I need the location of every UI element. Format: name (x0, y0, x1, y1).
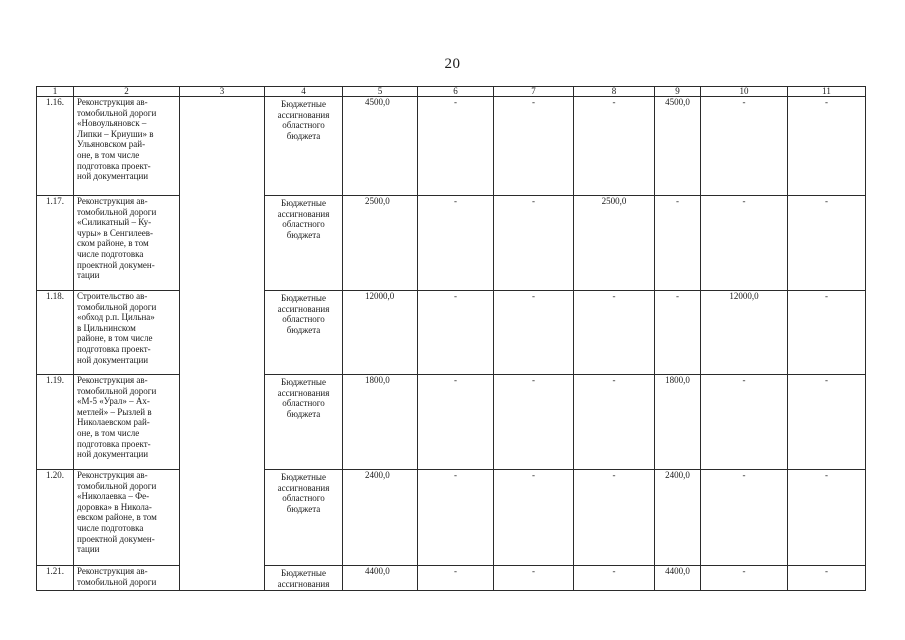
value-col-11: - (788, 97, 866, 196)
value-col-9: 4500,0 (655, 97, 701, 196)
object-name: Строительство ав- томобильной дороги «обход р.п. Цильна» в Цильнинском районе, в том числе подготовка проект- ной документации (74, 291, 180, 375)
table-row (37, 196, 866, 291)
value-col-10: - (701, 97, 788, 196)
column-3-merged-cell (180, 97, 265, 591)
object-name: Реконструкция ав- томобильной дороги (74, 566, 180, 591)
col-header-9: 9 (655, 87, 701, 97)
value-col-7: - (494, 291, 574, 375)
value-col-8: - (574, 375, 655, 470)
table-row (37, 375, 866, 470)
value-col-11: - (788, 470, 866, 566)
value-col-10: - (701, 196, 788, 291)
value-col-8: - (574, 291, 655, 375)
funding-source: Бюджетные ассигнования областного бюджета (265, 291, 343, 375)
row-number: 1.20. (37, 470, 74, 566)
col-header-11: 11 (788, 87, 866, 97)
value-col-10: - (701, 470, 788, 566)
value-col-8: - (574, 566, 655, 591)
object-name: Реконструкция ав- томобильной дороги «М-5 «Урал» – Ах- метлей» – Рызлей в Николаевском рай- оне, в том числе подготовка проект- ной документации (74, 375, 180, 470)
object-name: Реконструкция ав- томобильной дороги «Силикатный – Ку- чуры» в Сенгилеев- ском районе, в том числе подготовка проектной докумен- тации (74, 196, 180, 291)
row-number: 1.16. (37, 97, 74, 196)
col-header-4: 4 (265, 87, 343, 97)
funding-source: Бюджетные ассигнования областного бюджета (265, 470, 343, 566)
object-name: Реконструкция ав- томобильной дороги «Новоульяновск – Липки – Криуши» в Ульяновском рай- оне, в том числе подготовка проект- ной документации (74, 97, 180, 196)
value-col-9: 2400,0 (655, 470, 701, 566)
col-header-8: 8 (574, 87, 655, 97)
value-col-9: - (655, 196, 701, 291)
value-col-9: - (655, 291, 701, 375)
value-col-11: - (788, 375, 866, 470)
col-header-1: 1 (37, 87, 74, 97)
value-col-7: - (494, 470, 574, 566)
col-header-2: 2 (74, 87, 180, 97)
value-col-7: - (494, 566, 574, 591)
funding-source: Бюджетные ассигнования (265, 566, 343, 591)
table-row (37, 470, 866, 566)
col-header-3: 3 (180, 87, 265, 97)
value-col-9: 4400,0 (655, 566, 701, 591)
total-value: 12000,0 (343, 291, 418, 375)
value-col-8: - (574, 470, 655, 566)
funding-source: Бюджетные ассигнования областного бюджета (265, 196, 343, 291)
col-header-5: 5 (343, 87, 418, 97)
total-value: 4400,0 (343, 566, 418, 591)
page-number: 20 (444, 56, 461, 72)
value-col-10: 12000,0 (701, 291, 788, 375)
value-col-6: - (418, 97, 494, 196)
col-header-10: 10 (701, 87, 788, 97)
funding-source: Бюджетные ассигнования областного бюджета (265, 375, 343, 470)
value-col-10: - (701, 566, 788, 591)
value-col-9: 1800,0 (655, 375, 701, 470)
value-col-6: - (418, 196, 494, 291)
value-col-11: - (788, 291, 866, 375)
object-name: Реконструкция ав- томобильной дороги «Николаевка – Фе- доровка» в Никола- евском районе, в том числе подготовка проектной докумен- тации (74, 470, 180, 566)
funding-source: Бюджетные ассигнования областного бюджета (265, 97, 343, 196)
total-value: 2400,0 (343, 470, 418, 566)
value-col-7: - (494, 375, 574, 470)
row-number: 1.19. (37, 375, 74, 470)
value-col-6: - (418, 566, 494, 591)
row-number: 1.18. (37, 291, 74, 375)
value-col-6: - (418, 470, 494, 566)
table-row (37, 566, 866, 591)
total-value: 4500,0 (343, 97, 418, 196)
col-header-6: 6 (418, 87, 494, 97)
value-col-7: - (494, 196, 574, 291)
value-col-7: - (494, 97, 574, 196)
value-col-11: - (788, 196, 866, 291)
header-row (37, 87, 866, 97)
value-col-6: - (418, 291, 494, 375)
value-col-11: - (788, 566, 866, 591)
budget-table (36, 86, 866, 591)
table-row (37, 97, 866, 196)
table-row (37, 291, 866, 375)
row-number: 1.21. (37, 566, 74, 591)
total-value: 1800,0 (343, 375, 418, 470)
value-col-10: - (701, 375, 788, 470)
value-col-8: - (574, 97, 655, 196)
row-number: 1.17. (37, 196, 74, 291)
total-value: 2500,0 (343, 196, 418, 291)
value-col-6: - (418, 375, 494, 470)
value-col-8: 2500,0 (574, 196, 655, 291)
col-header-7: 7 (494, 87, 574, 97)
